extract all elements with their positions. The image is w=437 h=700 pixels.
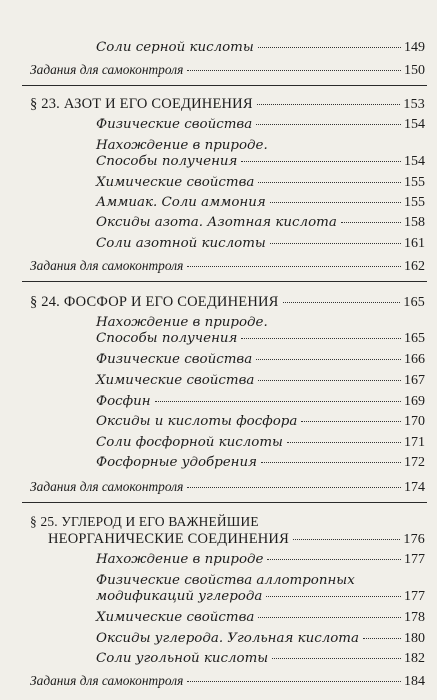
- toc-entry: [96, 154, 425, 170]
- toc-entry: [96, 236, 425, 252]
- toc-entry-title: Задания для самоконтроля: [30, 62, 184, 77]
- toc-entry-title: Соли угольной кислоты: [96, 651, 269, 666]
- toc-entry-title: Задания для самоконтроля: [30, 673, 184, 688]
- toc-entry: [96, 373, 425, 389]
- toc-entry-page: 178: [404, 610, 425, 625]
- dot-leader: [258, 47, 401, 48]
- toc-exercise-entry: [30, 258, 425, 275]
- toc-entry: [96, 394, 425, 410]
- toc-entry-title: Соли серной кислоты: [96, 40, 254, 55]
- toc-entry: [96, 117, 425, 133]
- toc-entry-title: Химические свойства: [96, 373, 255, 388]
- toc-section-heading-line: § 25. УГЛЕРОД И ЕГО ВАЖНЕЙШИЕ: [30, 514, 259, 529]
- toc-entry-title: Химические свойства: [96, 175, 255, 190]
- dot-leader: [241, 161, 401, 162]
- toc-entry-page: 167: [404, 373, 425, 388]
- dot-leader: [258, 380, 401, 381]
- section-divider: [22, 502, 427, 503]
- toc-entry: [96, 40, 425, 56]
- toc-entry-page: 154: [404, 117, 425, 132]
- toc-entry-title: § 24. ФОСФОР И ЕГО СОЕДИНЕНИЯ: [30, 294, 279, 310]
- toc-entry-page: 149: [404, 40, 425, 55]
- toc-entry: [96, 631, 425, 647]
- toc-entry-title: Способы получения: [96, 331, 238, 346]
- toc-entry-title: Оксиды азота. Азотная кислота: [96, 215, 337, 230]
- toc-entry-title: модификаций углерода: [96, 589, 263, 604]
- toc-entry-page: 165: [403, 295, 425, 310]
- toc-entry: [96, 552, 425, 568]
- toc-entry-title: Оксиды и кислоты фосфора: [96, 414, 298, 429]
- dot-leader: [258, 182, 401, 183]
- section-divider: [22, 85, 427, 86]
- toc-entry-title: Фосфин: [96, 394, 151, 409]
- toc-section-heading: [48, 531, 425, 548]
- toc-entry-page: 174: [404, 480, 425, 495]
- dot-leader: [266, 596, 401, 597]
- dot-leader: [267, 559, 401, 560]
- dot-leader: [272, 658, 401, 659]
- section-divider: [22, 281, 427, 282]
- toc-entry: [96, 435, 425, 451]
- dot-leader: [270, 202, 401, 203]
- dot-leader: [256, 359, 401, 360]
- toc-entry-title: § 23. АЗОТ И ЕГО СОЕДИНЕНИЯ: [30, 96, 253, 112]
- toc-entry-title: Задания для самоконтроля: [30, 479, 184, 494]
- toc-entry-page: 171: [404, 435, 425, 450]
- toc-entry: [96, 331, 425, 347]
- dot-leader: [270, 243, 401, 244]
- toc-entry-page: 166: [404, 352, 425, 367]
- dot-leader: [283, 302, 401, 303]
- toc-entry-title: Аммиак. Соли аммония: [96, 195, 266, 210]
- toc-entry-page: 169: [404, 394, 425, 409]
- toc-entry-title: НЕОРГАНИЧЕСКИЕ СОЕДИНЕНИЯ: [48, 531, 289, 547]
- toc-entry: [96, 651, 425, 667]
- toc-entry-page: 162: [404, 259, 425, 274]
- toc-entry-page: 176: [403, 532, 425, 547]
- dot-leader: [155, 401, 401, 402]
- dot-leader: [261, 462, 401, 463]
- toc-entry-page: 184: [404, 674, 425, 689]
- toc-entry-title-line: Физические свойства аллотропных: [96, 573, 355, 588]
- toc-entry-title: Физические свойства: [96, 117, 253, 132]
- toc-entry-page: 170: [404, 414, 425, 429]
- toc-entry: [96, 455, 425, 471]
- dot-leader: [187, 266, 401, 267]
- toc-entry-page: 158: [404, 215, 425, 230]
- toc-entry-title: Соли фосфорной кислоты: [96, 435, 283, 450]
- toc-exercise-entry: [30, 62, 425, 79]
- toc-section-heading: [30, 96, 425, 113]
- toc-entry: [96, 589, 425, 605]
- dot-leader: [187, 487, 401, 488]
- dot-leader: [187, 681, 401, 682]
- toc-entry-title: Способы получения: [96, 154, 238, 169]
- dot-leader: [187, 70, 401, 71]
- toc-exercise-entry: [30, 479, 425, 496]
- toc-entry: [96, 195, 425, 211]
- toc-entry-title: Задания для самоконтроля: [30, 258, 184, 273]
- dot-leader: [287, 442, 401, 443]
- toc-section-heading: [30, 294, 425, 311]
- toc-entry: [96, 175, 425, 191]
- toc-entry-page: 161: [404, 236, 425, 251]
- toc-entry-page: 180: [404, 631, 425, 646]
- dot-leader: [341, 222, 401, 223]
- dot-leader: [293, 539, 400, 540]
- toc-entry: [96, 352, 425, 368]
- dot-leader: [241, 338, 401, 339]
- dot-leader: [257, 104, 401, 105]
- toc-entry-page: 155: [404, 175, 425, 190]
- toc-entry-page: 182: [404, 651, 425, 666]
- dot-leader: [301, 421, 401, 422]
- toc-entry-title-line: Нахождение в природе.: [96, 315, 268, 330]
- toc-entry: [96, 414, 425, 430]
- toc-entry-title: Физические свойства: [96, 352, 253, 367]
- toc-entry-page: 155: [404, 195, 425, 210]
- toc-entry-page: 153: [403, 97, 425, 112]
- dot-leader: [258, 617, 401, 618]
- toc-entry-title: Соли азотной кислоты: [96, 236, 266, 251]
- toc-entry-title: Оксиды углерода. Угольная кислота: [96, 631, 359, 646]
- toc-entry-page: 165: [404, 331, 425, 346]
- dot-leader: [363, 638, 401, 639]
- dot-leader: [256, 124, 401, 125]
- toc-entry-title: Фосфорные удобрения: [96, 455, 257, 470]
- toc-entry-title: Нахождение в природе: [96, 552, 264, 567]
- toc-entry-page: 177: [404, 589, 425, 604]
- toc-entry: [96, 610, 425, 626]
- toc-entry-title-line: Нахождение в природе.: [96, 138, 268, 153]
- toc-entry-page: 177: [404, 552, 425, 567]
- toc-entry-page: 172: [404, 455, 425, 470]
- toc-entry-title: Химические свойства: [96, 610, 255, 625]
- toc-entry: [96, 215, 425, 231]
- toc-exercise-entry: [30, 673, 425, 690]
- toc-entry-page: 154: [404, 154, 425, 169]
- toc-entry-page: 150: [404, 63, 425, 78]
